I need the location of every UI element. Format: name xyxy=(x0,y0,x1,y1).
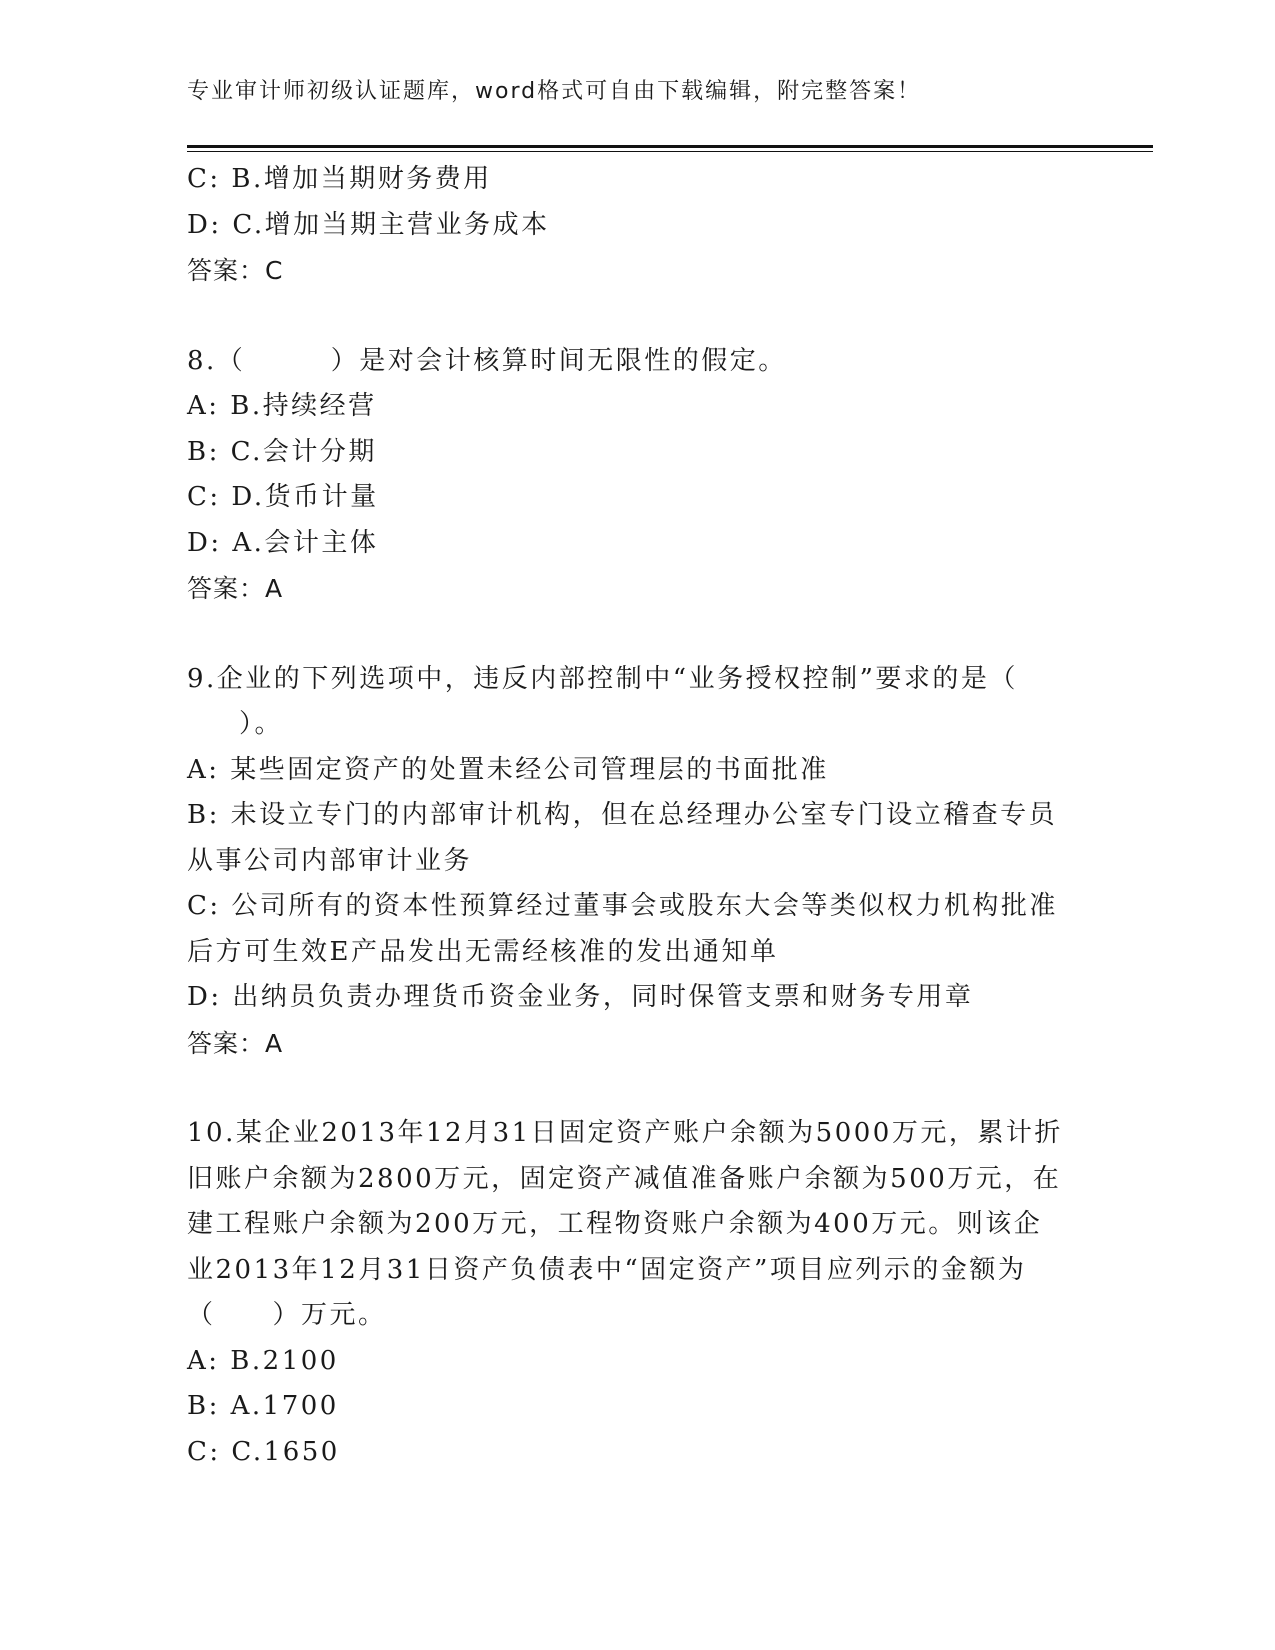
q9-option-d: D: 出纳员负责办理货币资金业务，同时保管支票和财务专用章 xyxy=(187,982,974,1012)
q8-option-c: C: D.货币计量 xyxy=(187,482,379,512)
q10-option-a: A: B.2100 xyxy=(187,1345,339,1376)
q10-option-c: C: C.1650 xyxy=(187,1436,340,1467)
page-header: 专业审计师初级认证题库，word格式可自由下载编辑，附完整答案！ xyxy=(187,79,922,104)
spacer xyxy=(187,294,1087,339)
spacer xyxy=(187,612,1087,657)
q10-stem-line-3: 建工程账户余额为200万元，工程物资账户余额为400万元。则该企 xyxy=(187,1209,1043,1239)
q10-stem-line-4: 业2013年12月31日资产负债表中“固定资产”项目应列示的金额为 xyxy=(187,1254,1027,1285)
q10-stem-line-5: （ ）万元。 xyxy=(187,1300,387,1330)
q8-option-d: D: A.会计主体 xyxy=(187,527,379,558)
q9-option-b-line-2: 从事公司内部审计业务 xyxy=(187,845,473,876)
q9-answer: 答案：A xyxy=(187,1028,284,1058)
q9-option-b-line-1: B: 未设立专门的内部审计机构，但在总经理办公室专门设立稽查专员 xyxy=(187,800,1058,830)
header-rule-thin xyxy=(187,151,1153,152)
q9-stem-line-2: ）。 xyxy=(239,709,284,739)
q9-stem-line-1: 9.企业的下列选项中，违反内部控制中“业务授权控制”要求的是（ xyxy=(187,663,1018,694)
q10-stem-line-2: 旧账户余额为2800万元，固定资产减值准备账户余额为500万元，在 xyxy=(187,1163,1062,1194)
q8-option-a: A: B.持续经营 xyxy=(187,391,377,421)
question-content xyxy=(187,157,1087,1475)
q7-option-d: D: C.增加当期主营业务成本 xyxy=(187,209,550,240)
q10-stem-line-1: 10.某企业2013年12月31日固定资产账户余额为5000万元，累计折 xyxy=(187,1118,1063,1148)
q8-option-b: B: C.会计分期 xyxy=(187,436,377,467)
spacer xyxy=(187,1066,1087,1111)
q7-option-c: C: B.增加当期财务费用 xyxy=(187,164,492,194)
q7-answer: 答案：C xyxy=(187,256,284,285)
q10-option-b: B: A.1700 xyxy=(187,1391,339,1421)
q9-option-c-line-2: 后方可生效E产品发出无需经核准的发出通知单 xyxy=(187,936,779,967)
q8-answer: 答案：A xyxy=(187,574,284,603)
header-rule-thick xyxy=(187,145,1153,148)
q8-stem: 8.（ ）是对会计核算时间无限性的假定。 xyxy=(187,345,787,376)
q9-option-c-line-1: C: 公司所有的资本性预算经过董事会或股东大会等类似权力机构批准 xyxy=(187,891,1058,921)
q9-option-a: A: 某些固定资产的处置未经公司管理层的书面批准 xyxy=(187,754,829,785)
